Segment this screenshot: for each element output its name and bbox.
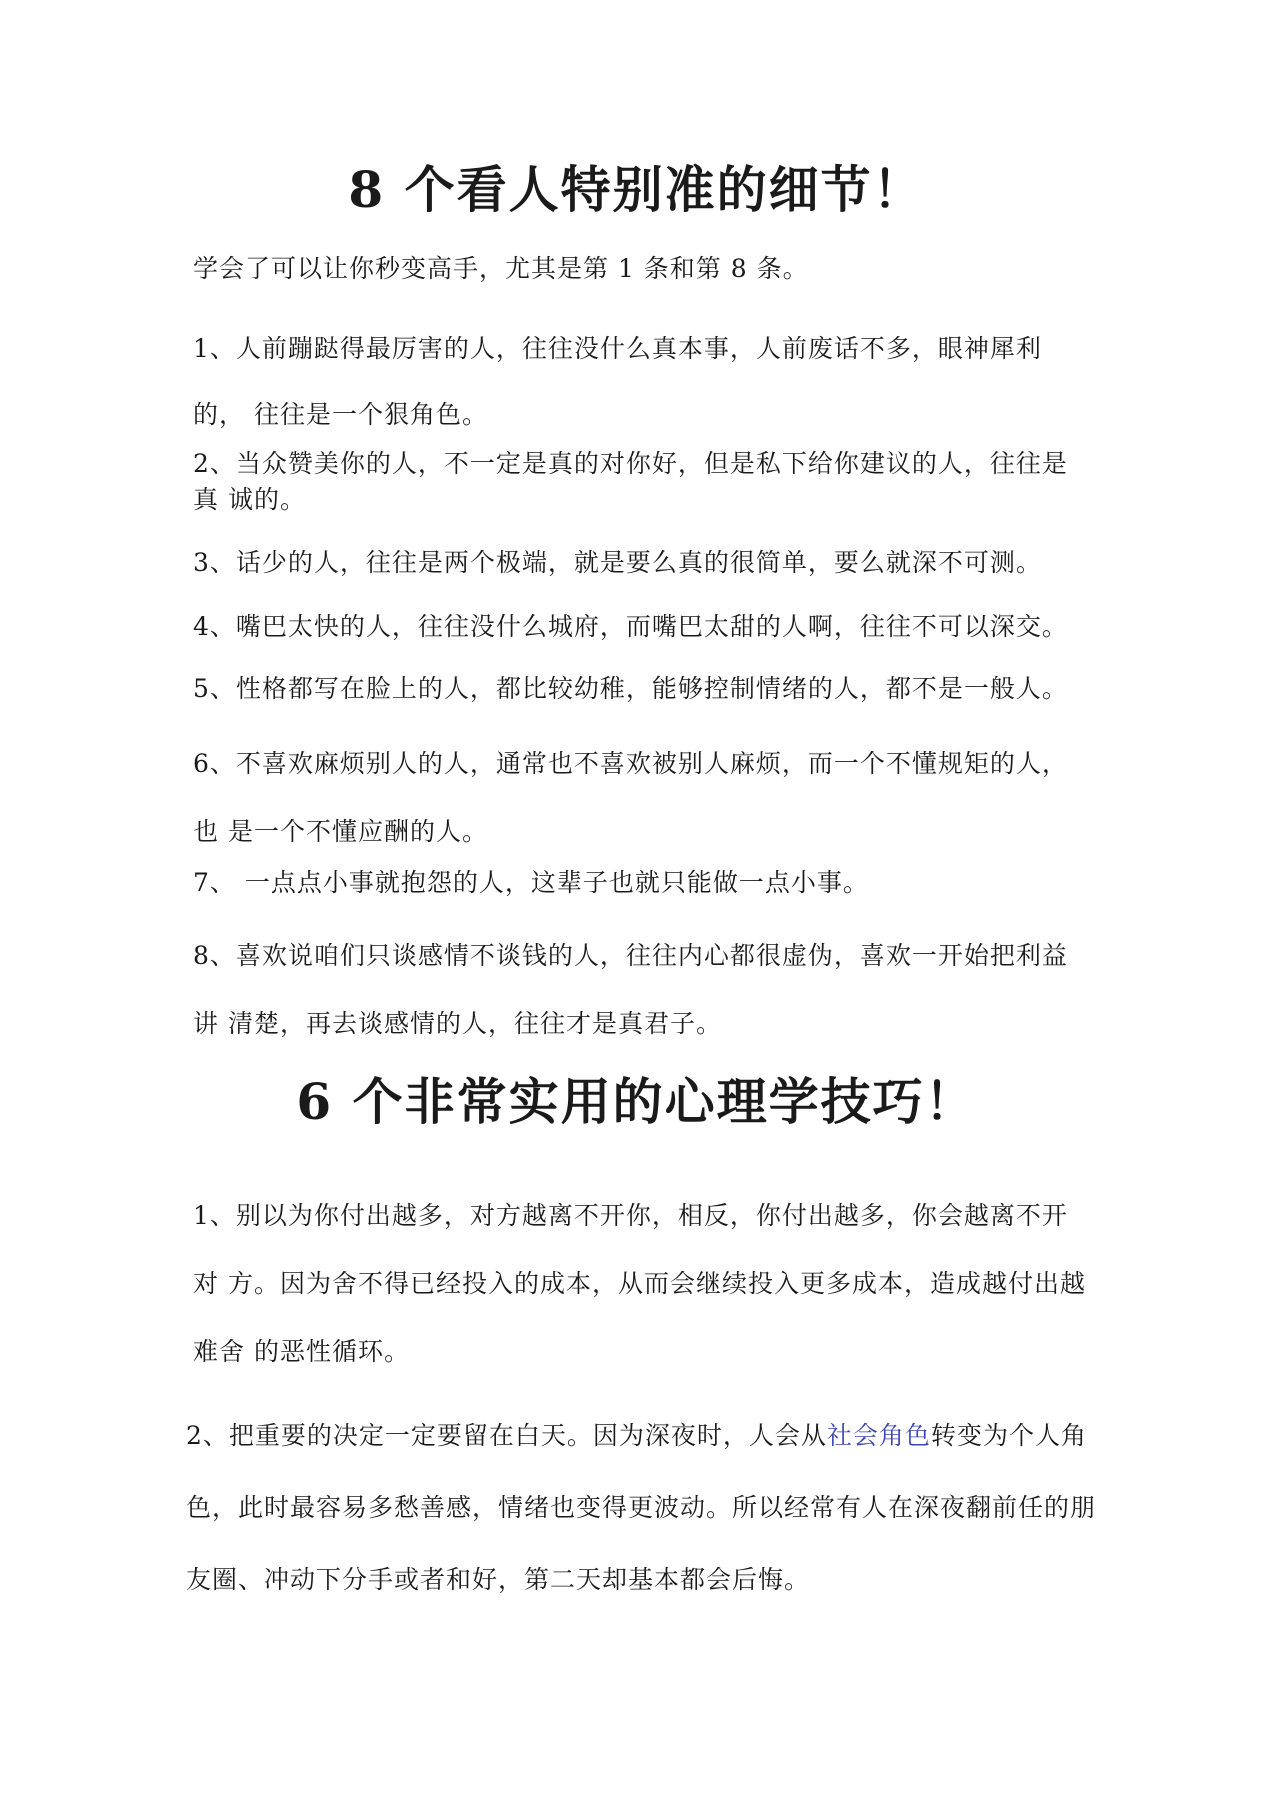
tip-item-7: 7、 一点点小事就抱怨的人，这辈子也就只能做一点小事。 bbox=[193, 868, 869, 897]
psychology-item-2 bbox=[186, 1400, 1096, 1616]
tip-item-6: 6、不喜欢麻烦别人的人，通常也不喜欢被别人麻烦，而一个不懂规矩的人，也 是一个不懂应酬的人。 bbox=[193, 749, 1068, 846]
tip-item-2: 2、当众赞美你的人，不一定是真的对你好，但是私下给你建议的人，往往是真 诚的。 bbox=[193, 449, 1068, 514]
tip-item-3: 3、话少的人，往往是两个极端，就是要么真的很简单，要么就深不可测。 bbox=[193, 548, 1042, 577]
psychology-item-1: 1、别以为你付出越多，对方越离不开你，相反，你付出越多，你会越离不开对 方。因为舍不得已经投入的成本，从而会继续投入更多成本，造成越付出越难舍 的恶性循环。 bbox=[193, 1201, 1086, 1366]
tip-item-5: 5、性格都写在脸上的人，都比较幼稚，能够控制情绪的人，都不是一般人。 bbox=[193, 674, 1068, 703]
tip-item-1: 1、人前蹦跶得最厉害的人，往往没什么真本事，人前废话不多，眼神犀利的， 往往是一个狠角色。 bbox=[193, 334, 1042, 429]
section-title-psychology-tips: 6 个非常实用的心理学技巧！ bbox=[296, 1072, 977, 1131]
psychology-item-2-text-before: 2、把重要的决定一定要留在白天。因为深夜时，人会从 bbox=[186, 1421, 827, 1450]
psychology-item-2-text-after: 转变为个人角 色，此时最容易多愁善感，情绪也变得更波动。所以经常有人在深夜翻前任的朋 友圈、冲动下分手或者和好，第二天却基本都会后悔。 bbox=[186, 1421, 1097, 1594]
tip-item-4: 4、嘴巴太快的人，往往没什么城府，而嘴巴太甜的人啊，往往不可以深交。 bbox=[193, 612, 1068, 641]
intro-text: 学会了可以让你秒变高手，尤其是第 1 条和第 8 条。 bbox=[193, 254, 809, 283]
social-role-link[interactable]: 社会角色 bbox=[826, 1421, 931, 1450]
section-title-observation-tips: 8 个看人特别准的细节！ bbox=[348, 160, 925, 219]
tip-item-8: 8、喜欢说咱们只谈感情不谈钱的人，往往内心都很虚伪，喜欢一开始把利益讲 清楚，再去谈感情的人，往往才是真君子。 bbox=[193, 941, 1068, 1038]
